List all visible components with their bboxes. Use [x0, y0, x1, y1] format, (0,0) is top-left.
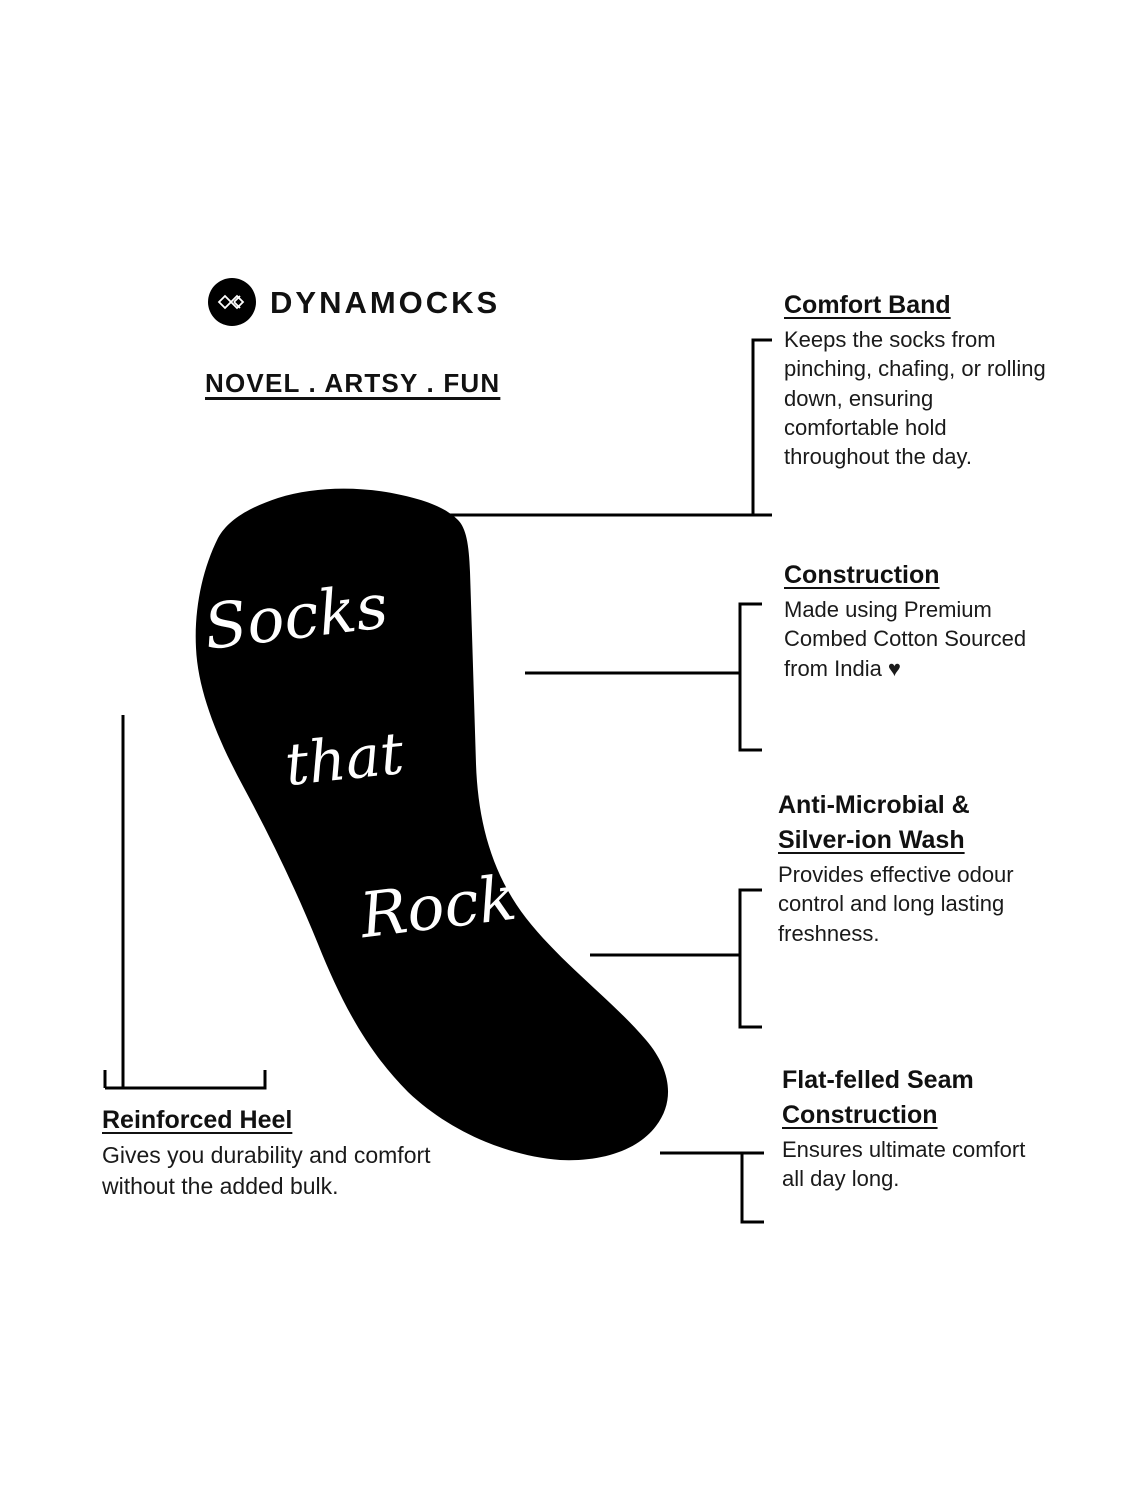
callout-anti-microbial-title-line1: Anti-Microbial &	[778, 791, 970, 819]
sock-script-line-1: Socks	[200, 569, 392, 664]
callout-flat-felled-seam-body: Ensures ultimate comfort all day long.	[782, 1137, 1026, 1192]
callout-flat-felled-seam-title-line2: Construction	[782, 1101, 938, 1129]
sock-script-line-2: that	[281, 718, 407, 800]
callout-flat-felled-seam	[782, 1065, 1047, 1194]
callout-reinforced-heel-title: Reinforced Heel	[102, 1106, 293, 1134]
callout-construction	[784, 560, 1049, 683]
callout-comfort-band	[784, 290, 1049, 471]
callout-anti-microbial-body: Provides effective odour control and long lasting freshness.	[778, 862, 1014, 946]
callout-flat-felled-seam-title-line1: Flat-felled Seam	[782, 1066, 974, 1094]
dynamocks-monogram-icon	[208, 278, 256, 326]
callout-construction-body: Made using Premium Combed Cotton Sourced from India ♥	[784, 597, 1027, 681]
callout-comfort-band-body: Keeps the socks from pinching, chafing, or rolling down, ensuring comfortable hold throughout the day.	[784, 327, 1046, 469]
callout-anti-microbial	[778, 790, 1043, 948]
sock-script-line-3: Rock	[356, 860, 521, 953]
sock-illustration	[90, 420, 710, 1180]
callout-construction-title: Construction	[784, 561, 940, 589]
callout-comfort-band-title: Comfort Band	[784, 291, 951, 319]
brand-name: DYNAMOCKS	[270, 284, 501, 320]
brand-tagline: NOVEL . ARTSY . FUN	[205, 368, 501, 398]
callout-anti-microbial-title-line2: Silver-ion Wash	[778, 826, 965, 854]
callout-reinforced-heel	[102, 1105, 502, 1201]
callout-reinforced-heel-body: Gives you durability and comfort without the added bulk.	[102, 1142, 431, 1199]
brand-lockup	[208, 278, 500, 326]
